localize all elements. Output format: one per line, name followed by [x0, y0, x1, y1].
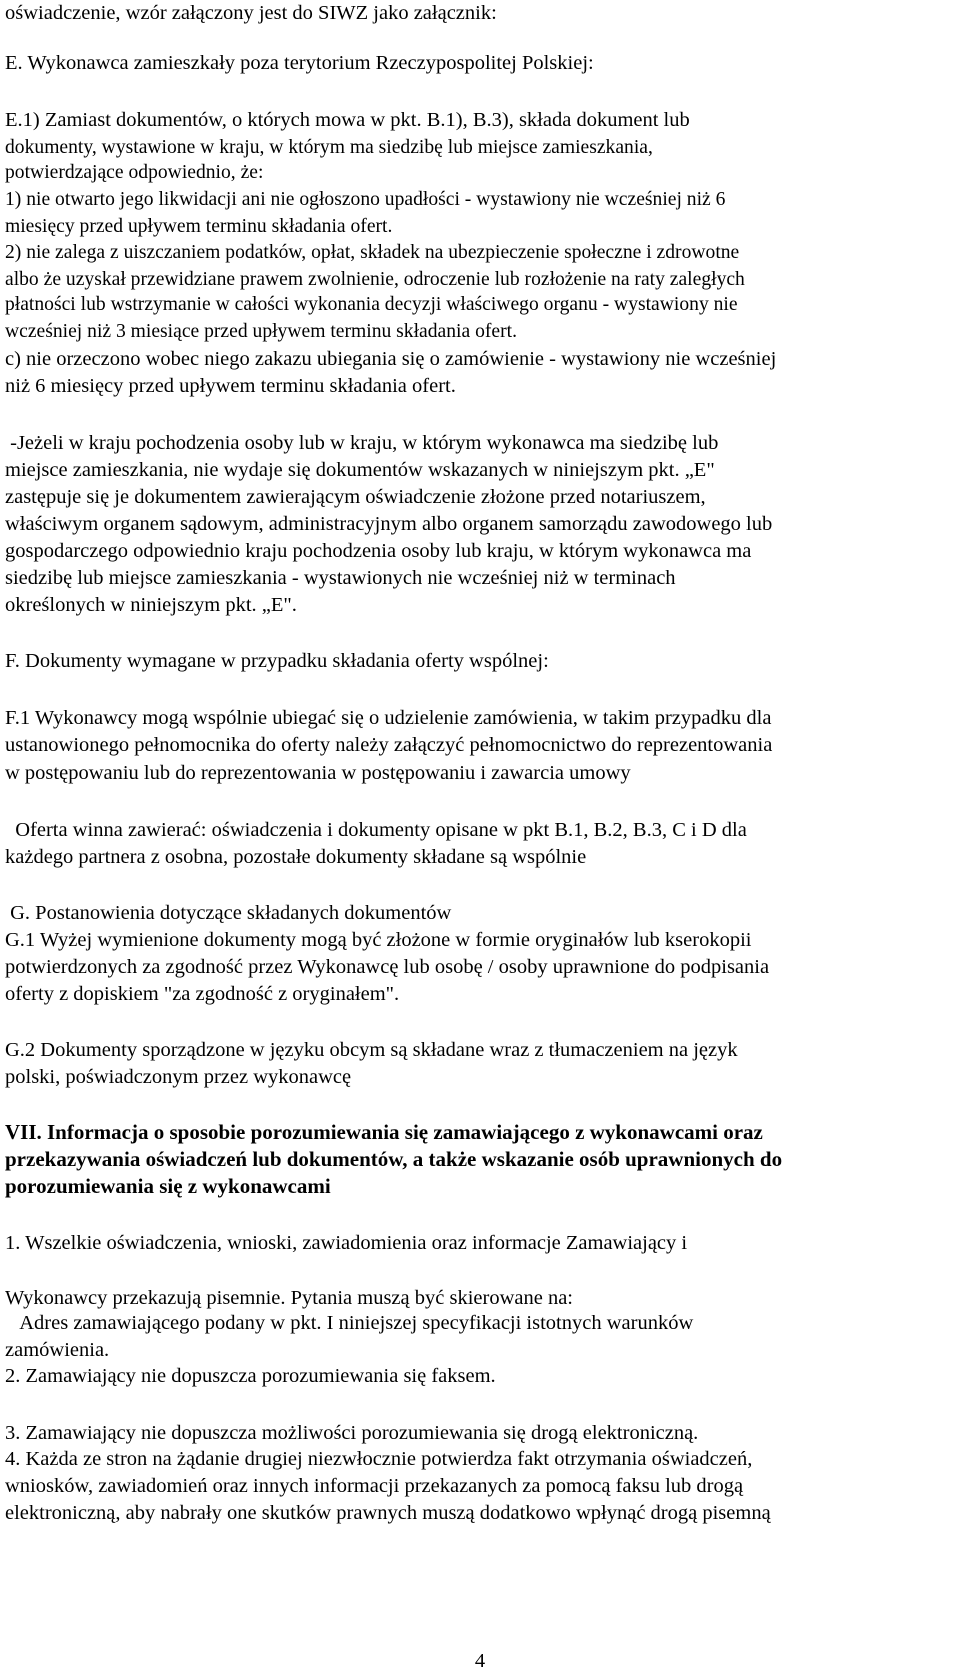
- text-line: 2. Zamawiający nie dopuszcza porozumiewania się faksem.: [5, 1365, 496, 1387]
- text-line: G. Postanowienia dotyczące składanych dokumentów: [5, 902, 452, 924]
- text-line: 4. Każda ze stron na żądanie drugiej niezwłocznie potwierdza fakt otrzymania oświadczeń,: [5, 1448, 753, 1470]
- text-line: niż 6 miesięcy przed upływem terminu składania ofert.: [5, 375, 456, 397]
- text-line: potwierdzonych za zgodność przez Wykonawcę lub osobę / osoby uprawnione do podpisania: [5, 956, 770, 978]
- text-line: każdego partnera z osobna, pozostałe dokumenty składane są wspólnie: [5, 846, 587, 868]
- text-line: F.1 Wykonawcy mogą wspólnie ubiegać się o udzielenie zamówienia, w takim przypadku dla: [5, 707, 772, 729]
- text-line: oferty z dopiskiem "za zgodność z oryginałem".: [5, 983, 400, 1005]
- text-line: siedzibę lub miejsce zamieszkania - wystawionych nie wcześniej niż w terminach: [5, 567, 676, 589]
- text-line: 3. Zamawiający nie dopuszcza możliwości porozumiewania się drogą elektroniczną.: [5, 1422, 699, 1444]
- text-line: w postępowaniu lub do reprezentowania w postępowaniu i zawarcia umowy: [5, 762, 631, 784]
- text-line: ustanowionego pełnomocnika do oferty należy załączyć pełnomocnictwo do reprezentowania: [5, 734, 773, 756]
- text-line: dokumenty, wystawione w kraju, w którym ma siedzibę lub miejsce zamieszkania,: [5, 137, 653, 158]
- text-line: zastępuje się je dokumentem zawierającym oświadczenie złożone przed notariuszem,: [5, 486, 706, 508]
- text-line: -Jeżeli w kraju pochodzenia osoby lub w kraju, w którym wykonawca ma siedzibę lub: [5, 432, 719, 454]
- section-heading-line: porozumiewania się z wykonawcami: [5, 1174, 331, 1198]
- text-line: E. Wykonawca zamieszkały poza terytorium Rzeczypospolitej Polskiej:: [5, 52, 594, 74]
- text-line: c) nie orzeczono wobec niego zakazu ubiegania się o zamówienie - wystawiony nie wcześniej: [5, 348, 777, 370]
- section-heading-line: VII. Informacja o sposobie porozumiewania się zamawiającego z wykonawcami oraz: [5, 1120, 763, 1144]
- text-line: 2) nie zalega z uiszczaniem podatków, opłat, składek na ubezpieczenie społeczne i zdrowotne: [5, 242, 740, 263]
- text-line: właściwym organem sądowym, administracyjnym albo organem samorządu zawodowego lub: [5, 513, 773, 535]
- text-line: G.1 Wyżej wymienione dokumenty mogą być złożone w formie oryginałów lub kserokopii: [5, 929, 752, 951]
- text-line: Adres zamawiającego podany w pkt. I niniejszej specyfikacji istotnych warunków: [5, 1312, 694, 1334]
- text-line: oświadczenie, wzór załączony jest do SIWZ jako załącznik:: [5, 2, 497, 24]
- text-line: G.2 Dokumenty sporządzone w języku obcym są składane wraz z tłumaczeniem na język: [5, 1039, 738, 1061]
- text-line: 1. Wszelkie oświadczenia, wnioski, zawiadomienia oraz informacje Zamawiający i: [5, 1232, 688, 1254]
- text-line: miejsce zamieszkania, nie wydaje się dokumentów wskazanych w niniejszym pkt. „E": [5, 459, 715, 481]
- text-line: Wykonawcy przekazują pisemnie. Pytania muszą być skierowane na:: [5, 1287, 574, 1309]
- text-line: albo że uzyskał przewidziane prawem zwolnienie, odroczenie lub rozłożenie na raty zaległych: [5, 269, 745, 290]
- text-line: zamówienia.: [5, 1339, 110, 1361]
- text-line: wcześniej niż 3 miesiące przed upływem terminu składania ofert.: [5, 321, 517, 342]
- text-line: miesięcy przed upływem terminu składania ofert.: [5, 216, 393, 237]
- page-number: 4: [474, 1650, 486, 1672]
- text-line: Oferta winna zawierać: oświadczenia i dokumenty opisane w pkt B.1, B.2, B.3, C i D dla: [5, 819, 747, 841]
- text-line: 1) nie otwarto jego likwidacji ani nie ogłoszono upadłości - wystawiony nie wcześniej niż 6: [5, 189, 726, 210]
- text-line: F. Dokumenty wymagane w przypadku składania oferty wspólnej:: [5, 650, 549, 672]
- text-line: potwierdzające odpowiednio, że:: [5, 162, 264, 183]
- text-line: wniosków, zawiadomień oraz innych informacji przekazanych za pomocą faksu lub drogą: [5, 1475, 744, 1497]
- text-line: E.1) Zamiast dokumentów, o których mowa w pkt. B.1), B.3), składa dokument lub: [5, 109, 690, 131]
- section-heading-line: przekazywania oświadczeń lub dokumentów, a także wskazanie osób uprawnionych do: [5, 1147, 783, 1171]
- text-line: gospodarczego odpowiednio kraju pochodzenia osoby lub kraju, w którym wykonawca ma: [5, 540, 752, 562]
- text-line: określonych w niniejszym pkt. „E".: [5, 594, 297, 616]
- text-line: płatności lub wstrzymanie w całości wykonania decyzji właściwego organu - wystawiony nie: [5, 294, 738, 315]
- text-line: elektroniczną, aby nabrały one skutków prawnych muszą dodatkowo wpłynąć drogą pisemną: [5, 1502, 771, 1524]
- text-line: polski, poświadczonym przez wykonawcę: [5, 1066, 352, 1088]
